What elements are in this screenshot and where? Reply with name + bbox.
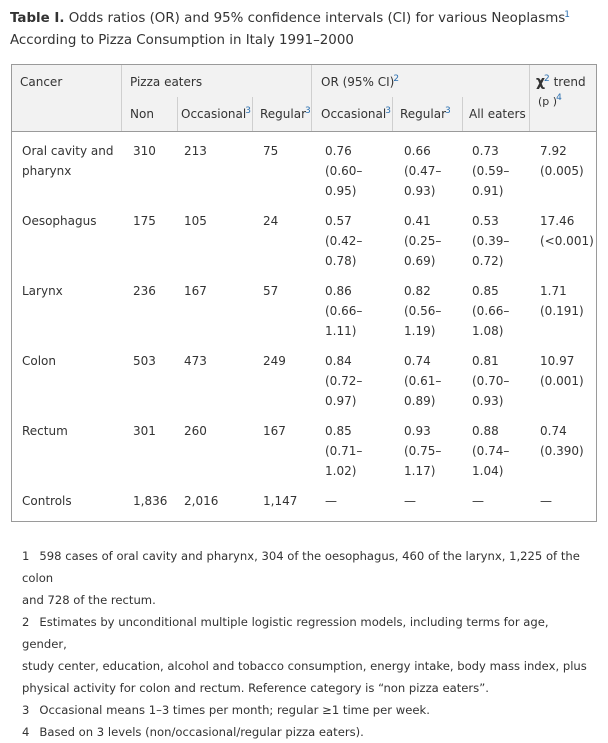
footnote-3	[22, 699, 592, 721]
cell-chi-trend: —	[540, 494, 552, 508]
header-chi-trend: $\chi^2$ trend	[536, 74, 586, 90]
cell-non: 301	[133, 424, 156, 438]
cell-chi-trend: 7.92	[540, 144, 567, 158]
footnote-ref-3[interactable]: 3	[445, 106, 451, 116]
cell-non: 1,836	[133, 494, 168, 508]
cell-or-all-eaters: 0.81	[472, 354, 499, 368]
cell-or-occasional: 0.85	[325, 424, 352, 438]
cell-or-occasional: (0.72–	[325, 374, 363, 388]
column-divider	[177, 97, 178, 131]
cell-chi-trend: (0.390)	[540, 444, 584, 458]
cell-or-regular: (0.47–	[404, 164, 442, 178]
cell-or-regular: (0.75–	[404, 444, 442, 458]
column-divider	[311, 65, 312, 131]
cell-chi-trend: (0.191)	[540, 304, 584, 318]
cell-or-all-eaters: 1.04)	[472, 464, 504, 478]
footnote-4	[22, 721, 592, 743]
header-or-occasional: Occasional$^3$	[321, 106, 391, 121]
cell-or-occasional: (0.42–	[325, 234, 363, 248]
cell-non: 236	[133, 284, 156, 298]
cell-regular: 75	[263, 144, 279, 158]
footnote-number: 4	[22, 725, 30, 739]
cell-cancer: pharynx	[22, 164, 72, 178]
cell-chi-trend: 1.71	[540, 284, 567, 298]
cell-chi-trend: 17.46	[540, 214, 575, 228]
cell-or-regular: 0.69)	[404, 254, 436, 268]
header-or-ci: OR (95% CI)$^2$	[321, 74, 400, 89]
cell-or-occasional: (0.71–	[325, 444, 363, 458]
caption-text-cont: According to Pizza Consumption in Italy 1991–2000	[10, 33, 354, 48]
footnote-text: physical activity for colon and rectum. Reference category is “non pizza eaters”.	[22, 681, 489, 695]
header-all-eaters: All eaters	[469, 107, 526, 121]
cell-or-all-eaters: (0.59–	[472, 164, 510, 178]
cell-non: 503	[133, 354, 156, 368]
cell-cancer: Controls	[22, 494, 72, 508]
header-non: Non	[130, 107, 154, 121]
cell-or-all-eaters: 0.73	[472, 144, 499, 158]
cell-or-regular: —	[404, 494, 416, 508]
footnote-ref-1[interactable]: 1	[564, 9, 570, 20]
footnote-number: 3	[22, 703, 30, 717]
cell-or-occasional: 0.84	[325, 354, 352, 368]
cell-occasional: 2,016	[184, 494, 219, 508]
cell-regular: 57	[263, 284, 279, 298]
cell-cancer: Colon	[22, 354, 57, 368]
footnote-ref-4[interactable]: 4	[556, 93, 562, 104]
cell-or-all-eaters: (0.74–	[472, 444, 510, 458]
cell-cancer: Larynx	[22, 284, 63, 298]
cell-or-all-eaters: (0.66–	[472, 304, 510, 318]
header-occasional: Occasional$^3$	[181, 106, 251, 121]
cell-non: 310	[133, 144, 156, 158]
cell-cancer: Rectum	[22, 424, 68, 438]
cell-chi-trend: (<0.001)	[540, 234, 594, 248]
column-divider	[529, 65, 530, 131]
footnote-text: Based on 3 levels (non/occasional/regular pizza eaters).	[39, 725, 364, 739]
cell-or-regular: (0.56–	[404, 304, 442, 318]
cell-occasional: 105	[184, 214, 207, 228]
cell-or-regular: 0.89)	[404, 394, 436, 408]
cell-or-occasional: (0.66–	[325, 304, 363, 318]
cell-or-regular: 0.74	[404, 354, 431, 368]
chi-square-superscript: 2	[544, 74, 550, 84]
cell-or-all-eaters: 0.53	[472, 214, 499, 228]
footnote-number: 1	[22, 549, 30, 563]
cell-or-regular: 1.17)	[404, 464, 436, 478]
footnote-ref-2[interactable]: 2	[393, 74, 400, 84]
cell-or-all-eaters: —	[472, 494, 484, 508]
cell-or-all-eaters: 0.72)	[472, 254, 504, 268]
footnote-ref-3[interactable]: 3	[305, 106, 311, 116]
cell-or-occasional: 0.95)	[325, 184, 357, 198]
footnote-number: 2	[22, 615, 30, 629]
column-divider	[252, 97, 253, 131]
cell-regular: 249	[263, 354, 286, 368]
header-pizza-eaters: Pizza eaters	[130, 75, 203, 89]
cell-or-occasional: 0.86	[325, 284, 352, 298]
header-chi-p: (p )$^4$	[538, 93, 562, 108]
cell-or-occasional: 0.97)	[325, 394, 357, 408]
cell-or-all-eaters: (0.70–	[472, 374, 510, 388]
cell-chi-trend: (0.005)	[540, 164, 584, 178]
cell-or-occasional: 0.78)	[325, 254, 357, 268]
cell-or-all-eaters: 0.91)	[472, 184, 504, 198]
header-cancer: Cancer	[20, 75, 63, 89]
cell-or-regular: 0.82	[404, 284, 431, 298]
cell-or-all-eaters: 0.85	[472, 284, 499, 298]
table-caption	[10, 8, 602, 52]
table-footnotes	[22, 545, 592, 743]
cell-or-regular: (0.25–	[404, 234, 442, 248]
cell-regular: 167	[263, 424, 286, 438]
cell-or-all-eaters: 0.93)	[472, 394, 504, 408]
odds-ratio-table	[11, 64, 597, 522]
header-regular: Regular$^3$	[260, 106, 311, 121]
caption-label: Table I.	[10, 11, 65, 26]
header-or-regular: Regular$^3$	[400, 106, 451, 121]
cell-chi-trend: (0.001)	[540, 374, 584, 388]
footnote-text: and 728 of the rectum.	[22, 593, 156, 607]
cell-occasional: 167	[184, 284, 207, 298]
cell-or-regular: 0.41	[404, 214, 431, 228]
cell-cancer: Oesophagus	[22, 214, 97, 228]
column-divider	[462, 97, 463, 131]
cell-chi-trend: 10.97	[540, 354, 575, 368]
cell-or-regular: 1.19)	[404, 324, 436, 338]
cell-occasional: 213	[184, 144, 207, 158]
cell-or-occasional: 0.76	[325, 144, 352, 158]
caption-text: Odds ratios (OR) and 95% confidence intervals (CI) for various Neoplasms	[68, 11, 566, 26]
chi-symbol: χ	[536, 74, 546, 90]
cell-or-regular: 0.66	[404, 144, 431, 158]
column-divider	[121, 65, 122, 131]
footnote-text: study center, education, alcohol and tobacco consumption, energy intake, body mass index, plus	[22, 659, 587, 673]
cell-regular: 24	[263, 214, 279, 228]
cell-or-regular: 0.93)	[404, 184, 436, 198]
column-divider	[392, 97, 393, 131]
footnote-text: 598 cases of oral cavity and pharynx, 304 of the oesophagus, 460 of the larynx, 1,225 of the colon	[22, 549, 580, 585]
cell-regular: 1,147	[263, 494, 298, 508]
footnote-text: Estimates by unconditional multiple logistic regression models, including terms for age, gender,	[22, 615, 549, 651]
cell-or-all-eaters: 1.08)	[472, 324, 504, 338]
cell-or-regular: 0.93	[404, 424, 431, 438]
cell-or-occasional: 0.57	[325, 214, 352, 228]
footnote-text: Occasional means 1–3 times per month; regular ≥1 time per week.	[39, 703, 430, 717]
footnote-2	[22, 611, 592, 699]
cell-or-occasional: —	[325, 494, 337, 508]
cell-or-occasional: (0.60–	[325, 164, 363, 178]
cell-or-regular: (0.61–	[404, 374, 442, 388]
cell-non: 175	[133, 214, 156, 228]
cell-or-occasional: 1.11)	[325, 324, 357, 338]
cell-cancer: Oral cavity and	[22, 144, 114, 158]
cell-or-all-eaters: 0.88	[472, 424, 499, 438]
cell-or-all-eaters: (0.39–	[472, 234, 510, 248]
cell-chi-trend: 0.74	[540, 424, 567, 438]
cell-occasional: 260	[184, 424, 207, 438]
cell-or-occasional: 1.02)	[325, 464, 357, 478]
cell-occasional: 473	[184, 354, 207, 368]
footnote-1	[22, 545, 592, 611]
footnote-ref-3[interactable]: 3	[245, 106, 251, 116]
header-divider	[12, 131, 596, 132]
footnote-ref-3[interactable]: 3	[385, 106, 391, 116]
